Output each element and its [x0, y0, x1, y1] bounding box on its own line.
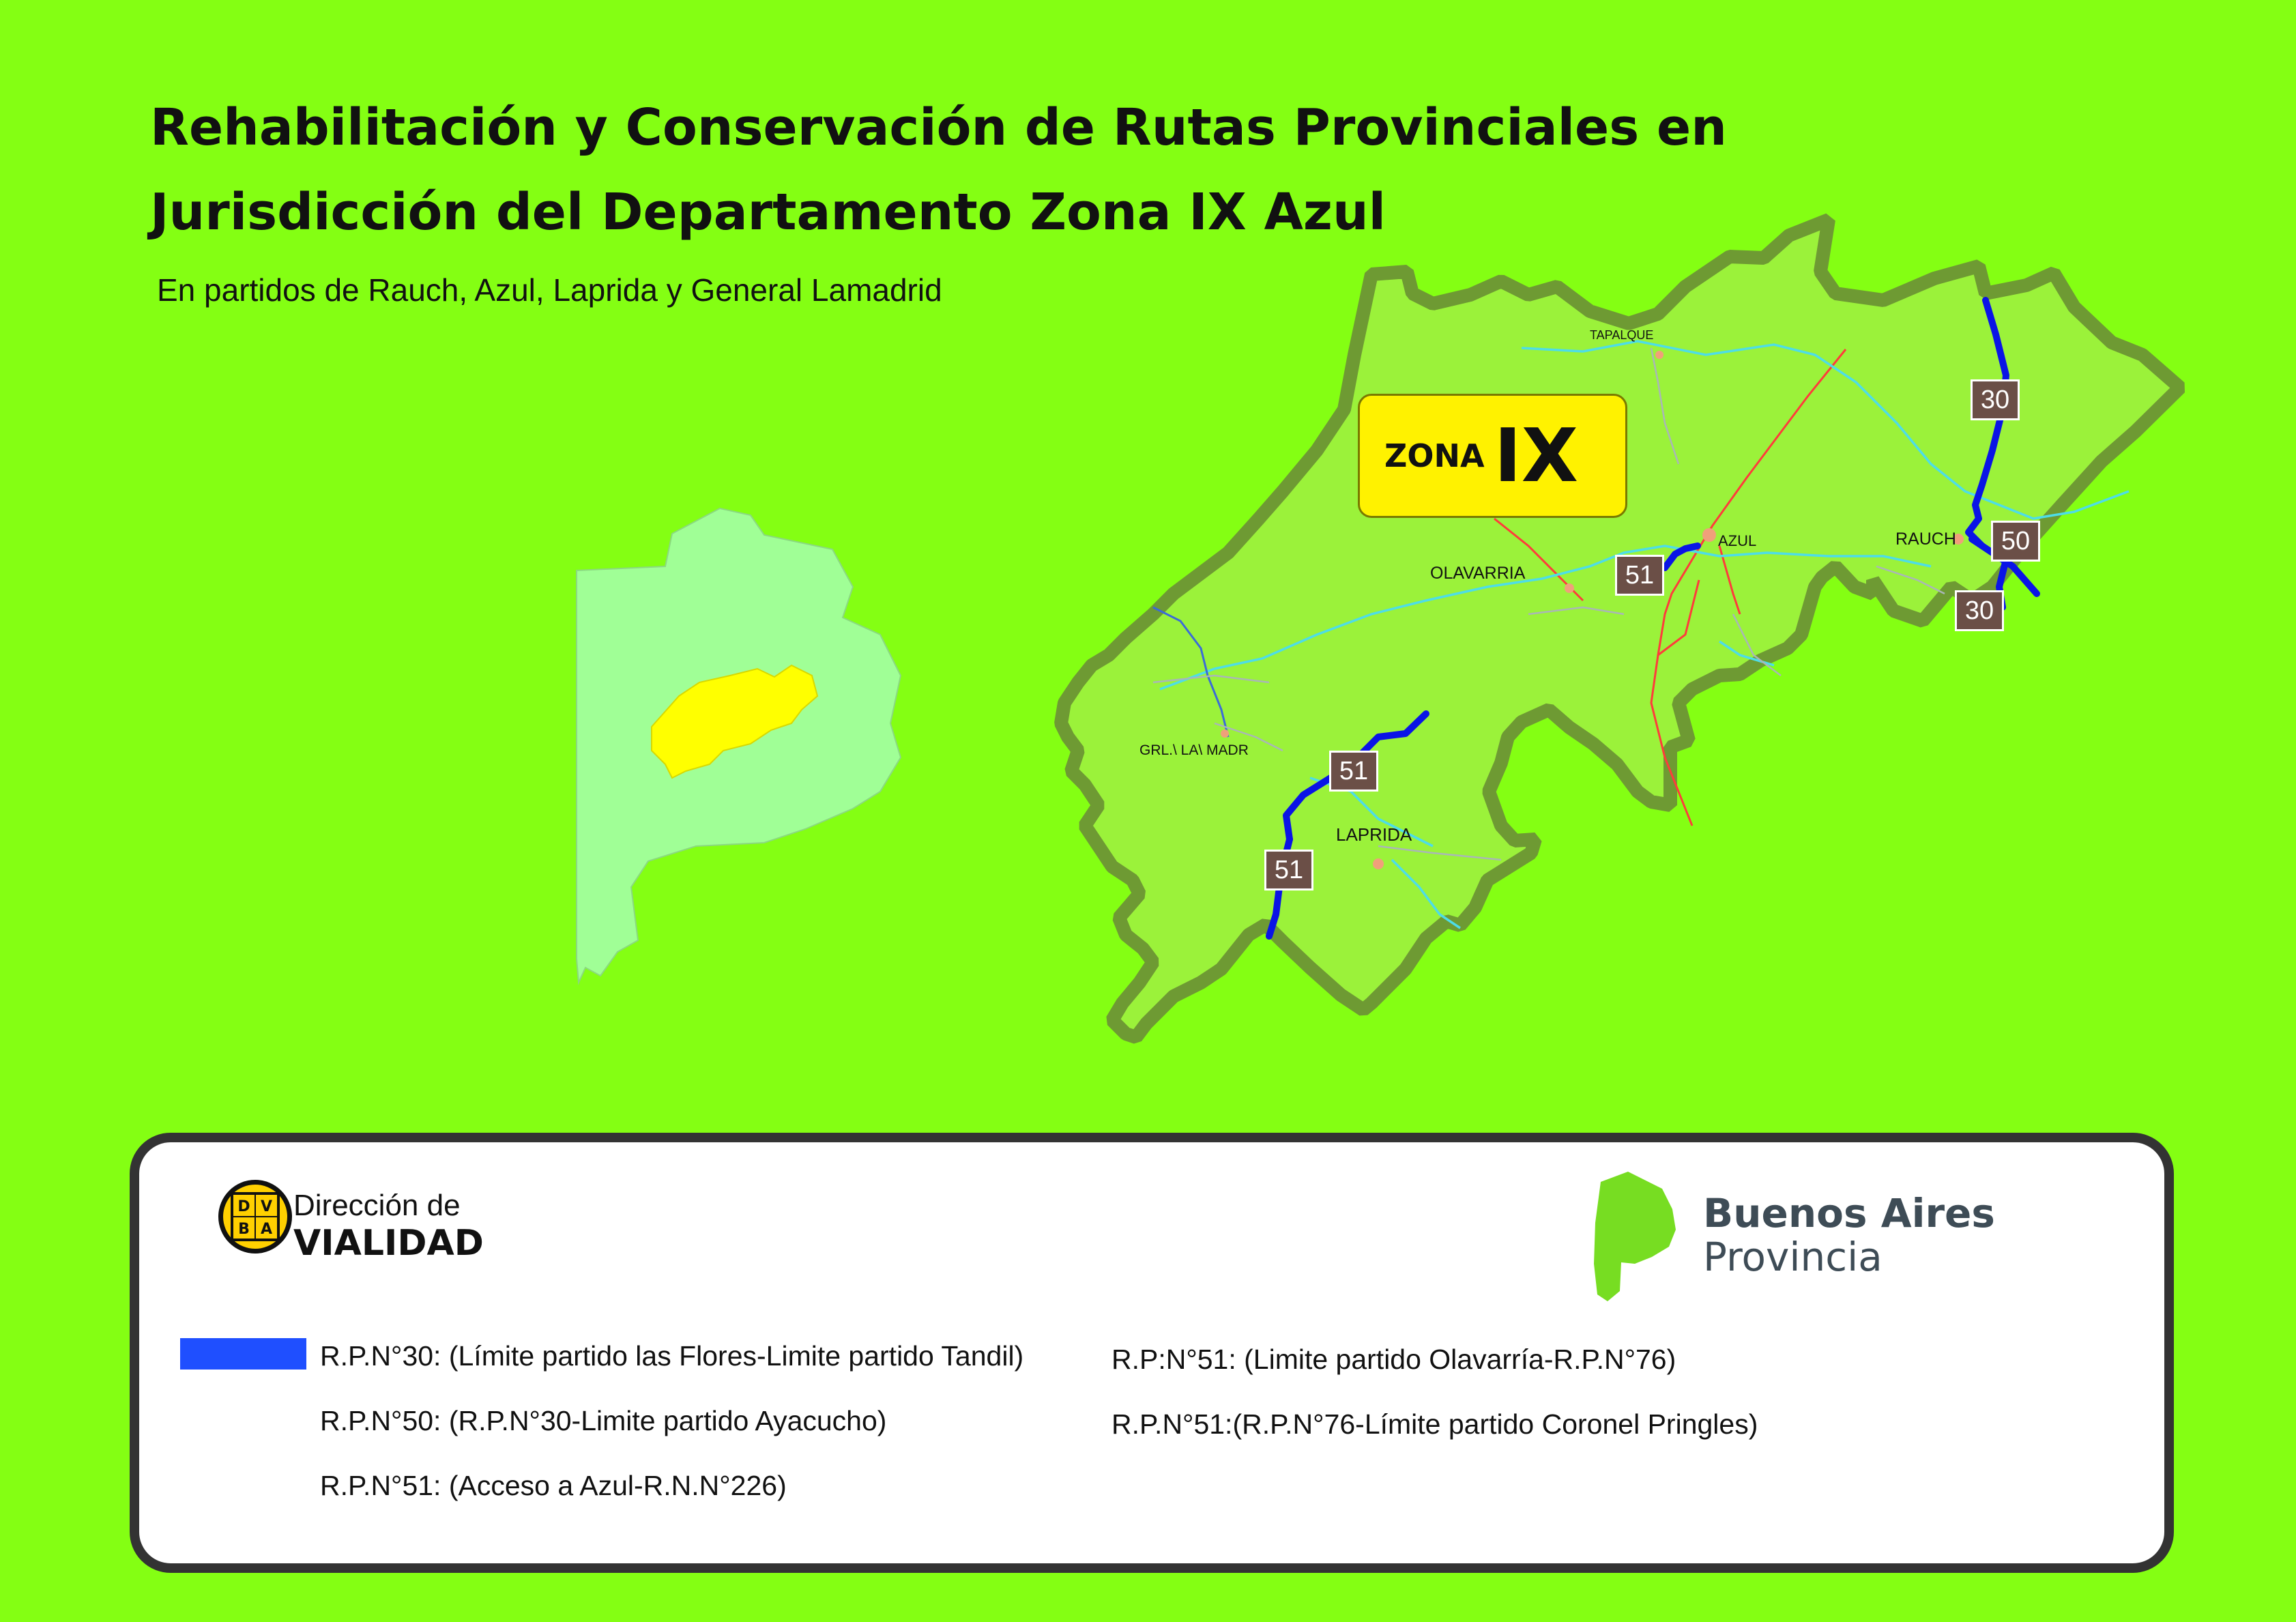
vialidad-logo-line-1: Dirección de — [293, 1189, 461, 1222]
vialidad-logo-emblem — [217, 1178, 293, 1255]
zone-label-box — [1358, 394, 1627, 518]
route-shield-30-south: 30 — [1955, 590, 2004, 631]
vialidad-logo-line-2: VIALIDAD — [293, 1223, 484, 1264]
city-label-azul: AZUL — [1718, 532, 1757, 549]
buenos-aires-logo-line-2: Provincia — [1703, 1234, 1883, 1280]
page-title-line-1: Rehabilitación y Conservación de Rutas Provinciales en — [150, 98, 1727, 157]
legend-item-r51-olavarria: R.P:N°51: (Limite partido Olavarría-R.P.N°76) — [1111, 1344, 1676, 1375]
city-label-lamadrid: GRL.\ LA\ MADR — [1139, 742, 1249, 758]
legend-item-r51-azul: R.P.N°51: (Acceso a Azul-R.N.N°226) — [320, 1470, 787, 1501]
vialidad-logo-letter-b: B — [238, 1221, 250, 1238]
zone-ix-area — [1061, 220, 2180, 1037]
vialidad-logo-text — [293, 1189, 484, 1264]
buenos-aires-logo-line-1: Buenos Aires — [1703, 1190, 1995, 1236]
city-label-tapalque: TAPALQUE — [1590, 328, 1654, 342]
buenos-aires-logo-mark — [1587, 1161, 1689, 1305]
legend-item-r30: R.P.N°30: (Límite partido las Flores-Limite partido Tandil) — [320, 1340, 1024, 1372]
vialidad-logo-letter-a: A — [260, 1221, 273, 1238]
city-label-rauch: RAUCH — [1895, 530, 1956, 549]
legend-swatch-blue — [180, 1338, 306, 1370]
buenos-aires-logo-text — [1703, 1191, 1995, 1279]
route-shield-51-azul: 51 — [1615, 555, 1664, 596]
page-subtitle: En partidos de Rauch, Azul, Laprida y General Lamadrid — [157, 272, 942, 308]
route-shield-51-mid: 51 — [1329, 751, 1378, 792]
zone-label-number: IX — [1494, 413, 1579, 499]
legend-panel — [130, 1133, 2174, 1573]
vialidad-logo-letter-v: V — [260, 1198, 273, 1215]
zone-label-word: ZONA — [1384, 437, 1485, 474]
city-label-olavarria: OLAVARRIA — [1430, 564, 1526, 583]
page-title-line-2: Jurisdicción del Departamento Zona IX Azul — [150, 183, 1386, 242]
legend-item-r50: R.P.N°50: (R.P.N°30-Limite partido Ayacucho) — [320, 1405, 887, 1436]
route-shield-30-north: 30 — [1971, 379, 2020, 420]
legend-item-r51-pringles: R.P.N°51:(R.P.N°76-Límite partido Coronel Pringles) — [1111, 1408, 1758, 1440]
vialidad-logo-letter-d: D — [237, 1198, 250, 1215]
city-label-laprida: LAPRIDA — [1336, 824, 1412, 845]
route-shield-50: 50 — [1991, 521, 2040, 562]
route-shield-51-south: 51 — [1264, 850, 1313, 890]
